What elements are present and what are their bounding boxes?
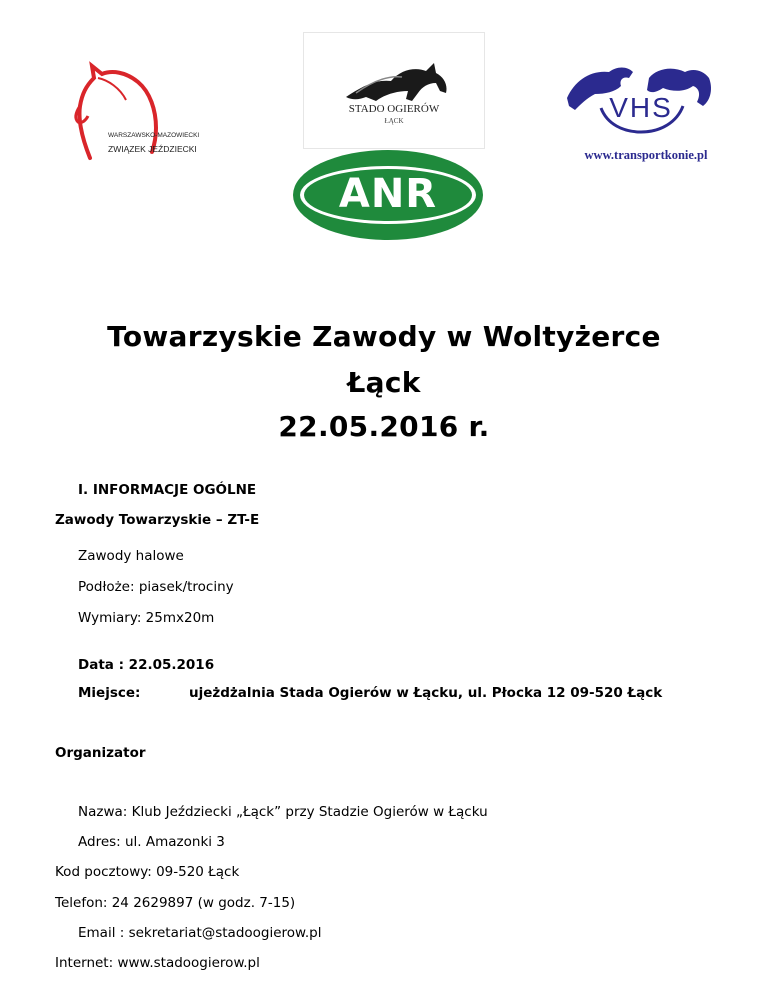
place-value: ujeżdżalnia Stada Ogierów w Łącku, ul. Płocka 12 09-520 Łąck	[189, 685, 663, 701]
vhs-url: www.transportkonie.pl	[584, 148, 708, 162]
wmzj-line2: ZWIĄZEK JEŹDZIECKI	[108, 144, 197, 154]
vhs-logo	[553, 58, 733, 168]
organizer-heading: Organizator	[55, 745, 146, 761]
anr-text: ANR	[338, 171, 438, 217]
organizer-email: Email : sekretariat@stadoogierow.pl	[78, 925, 322, 941]
title-line2: Łąck	[347, 366, 421, 399]
organizer-address: Adres: ul. Amazonki 3	[78, 834, 225, 850]
stado-line1: STADO OGIERÓW	[348, 103, 440, 115]
anr-logo	[292, 149, 484, 241]
organizer-postal: Kod pocztowy: 09-520 Łąck	[55, 864, 240, 880]
organizer-phone: Telefon: 24 2629897 (w godz. 7-15)	[55, 895, 296, 911]
vhs-text: VHS	[609, 92, 673, 123]
organizer-name: Nazwa: Klub Jeździecki „Łąck” przy Stadzie Ogierów w Łącku	[78, 804, 488, 820]
place-label: Miejsce:	[78, 685, 141, 701]
horses-icon	[336, 57, 456, 107]
section-heading: I. INFORMACJE OGÓLNE	[78, 482, 257, 498]
title-line3: 22.05.2016 r.	[278, 410, 490, 443]
section-subheading: Zawody Towarzyskie – ZT-E	[55, 512, 260, 528]
wmzj-line1: WARSZAWSKO-MAZOWIECKI	[108, 132, 200, 139]
info-item: Zawody halowe	[78, 548, 184, 564]
stado-line2: ŁĄCK	[384, 117, 404, 125]
organizer-internet: Internet: www.stadoogierow.pl	[55, 955, 260, 971]
date-line: Data : 22.05.2016	[78, 657, 215, 673]
info-item: Podłoże: piasek/trociny	[78, 579, 234, 595]
title-line1: Towarzyskie Zawody w Woltyżerce	[107, 320, 661, 353]
stado-ogierow-logo	[303, 32, 485, 149]
wmzj-logo	[68, 58, 208, 168]
info-item: Wymiary: 25mx20m	[78, 610, 215, 626]
